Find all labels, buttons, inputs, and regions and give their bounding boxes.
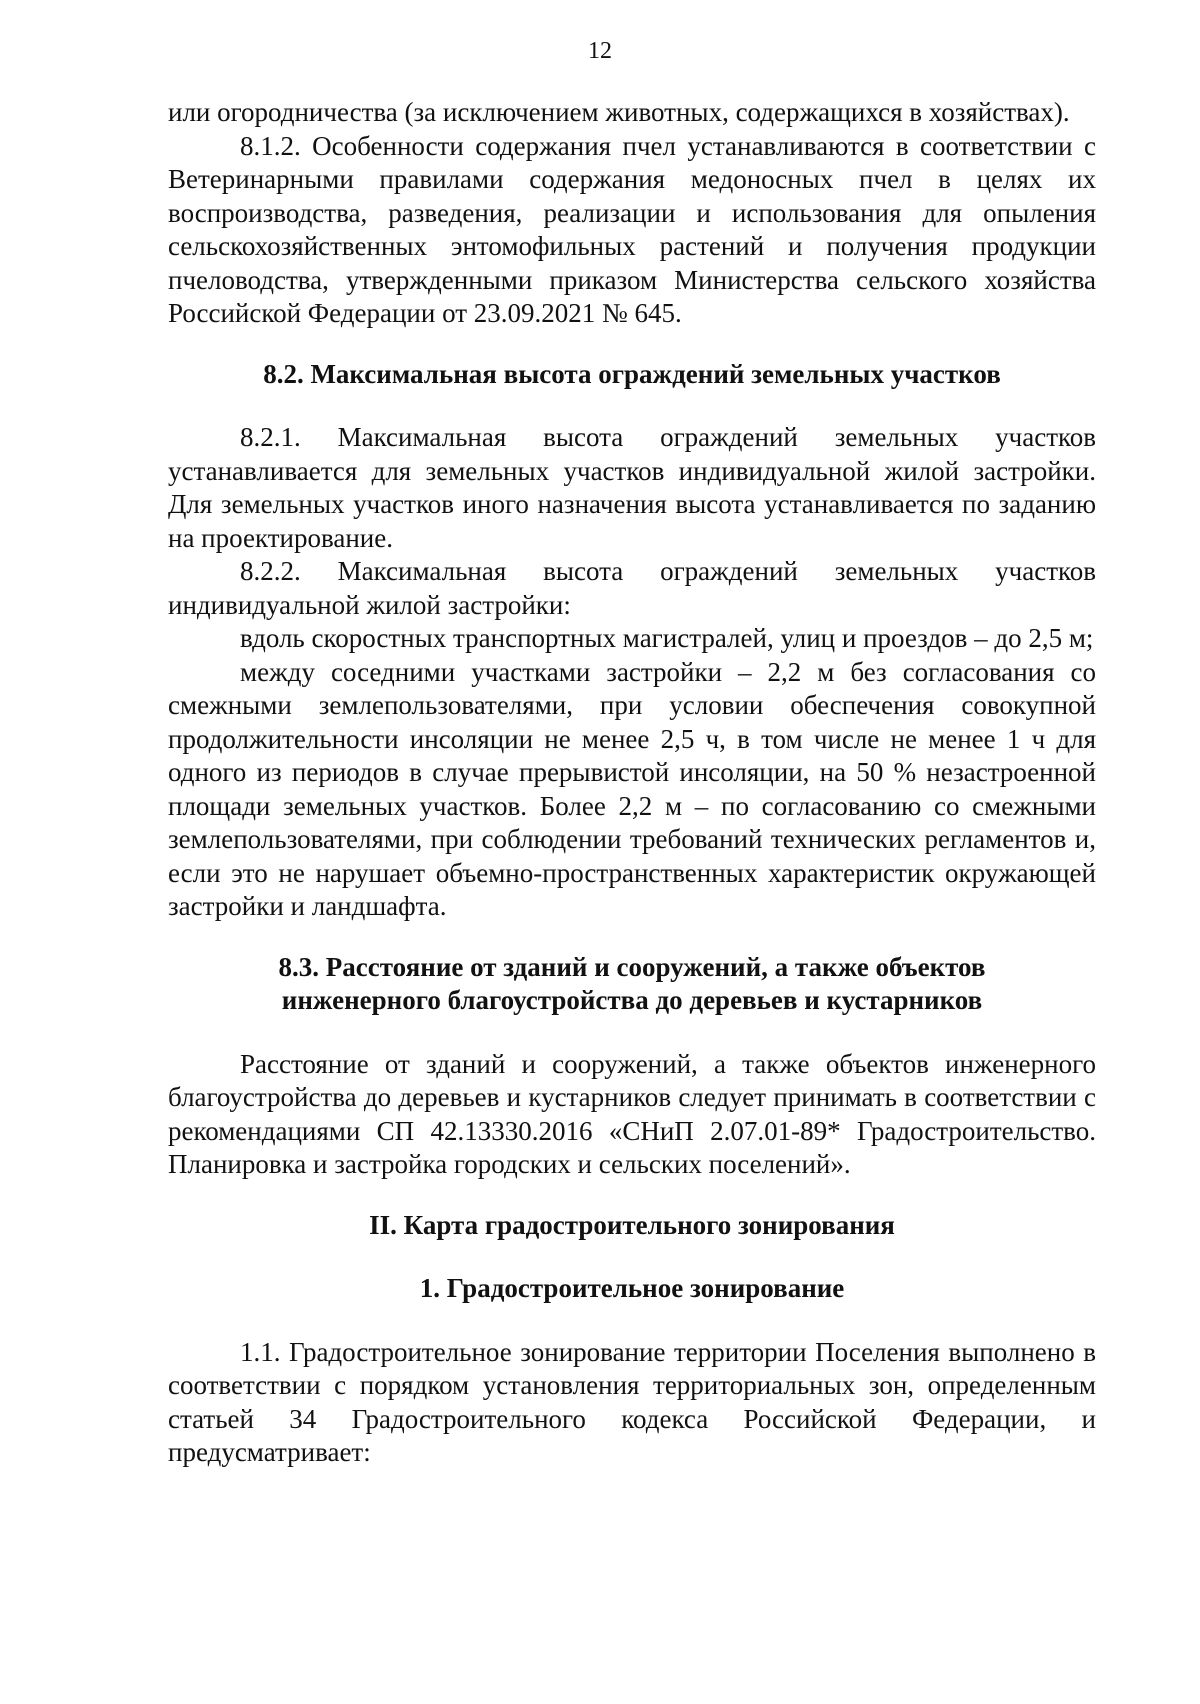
heading-1: 1. Градостроительное зонирование (419, 1273, 845, 1303)
paragraph-continuation: или огородничества (за исключением животных, содержащихся в хозяйствах). (168, 97, 1070, 127)
heading-part-II: II. Карта градостроительного зонирования (369, 1209, 895, 1240)
spacer (168, 1182, 1096, 1209)
paragraph-8-2-2: 8.2.2. Максимальная высота ограждений земельных участков индивидуальной жилой застройки: (168, 556, 1096, 620)
spacer (168, 1306, 1096, 1336)
heading-8-3-line-2: инженерного благоустройства до деревьев и кустарников (281, 985, 983, 1015)
paragraph-1-1: 1.1. Градостроительное зонирование территории Поселения выполнено в соответствии с порядком установления территориальных зон, определенным статьей 34 Градостроительного кодекса Российской Федерации, и предусматривает: (168, 1336, 1096, 1467)
spacer (168, 331, 1096, 358)
paragraph-8-1-2: 8.1.2. Особенности содержания пчел устанавливаются в соответствии с Ветеринарными правилами содержания медоносных пчел в целях их воспроизводства, разведения, реализации и использования для опыления сельскохозяйственных энтомофильных растений и получения продукции пчеловодства, утвержденными приказом Министерства сельского хозяйства Российской Федерации от 23.09.2021 № 645. (168, 130, 1096, 328)
paragraph-along-roads: вдоль скоростных транспортных магистралей, улиц и проездов – до 2,5 м; (240, 623, 1094, 653)
paragraph-8-3: Расстояние от зданий и сооружений, а также объектов инженерного благоустройства до деревьев и кустарников следует принимать в соответствии с рекомендациями СП 42.13330.2016 «СНиП 2.07.01-89* Градостроительство. Планировка и застройка городских и сельских поселений». (168, 1048, 1096, 1179)
paragraph-8-2-1: 8.2.1. Максимальная высота ограждений земельных участков устанавливается для земельных участков индивидуальной жилой застройки. Для земельных участков иного назначения высота устанавливается по заданию на проектирование. (168, 422, 1096, 553)
spacer (168, 1242, 1096, 1272)
heading-8-3-line-1: 8.3. Расстояние от зданий и сооружений, а также объектов (278, 951, 986, 982)
spacer (168, 1018, 1096, 1048)
spacer (168, 391, 1096, 421)
spacer (168, 924, 1096, 951)
document-body (168, 96, 1096, 1470)
heading-8-2: 8.2. Максимальная высота ограждений земельных участков (263, 358, 1001, 389)
page-number: 12 (588, 38, 612, 64)
paragraph-between-plots: между соседними участками застройки – 2,2 м без согласования со смежными землепользователями, при условии обеспечения совокупной продолжительности инсоляции не менее 2,5 ч, в том числе не менее 1 ч для одного из периодов в случае прерывистой инсоляции, на 50 % незастроенной площади земельных участков. Более 2,2 м – по согласованию со смежными землепользователями, при соблюдении требований технических регламентов и, если это не нарушает объемно-пространственных характеристик окружающей застройки и ландшафта. (168, 656, 1096, 921)
